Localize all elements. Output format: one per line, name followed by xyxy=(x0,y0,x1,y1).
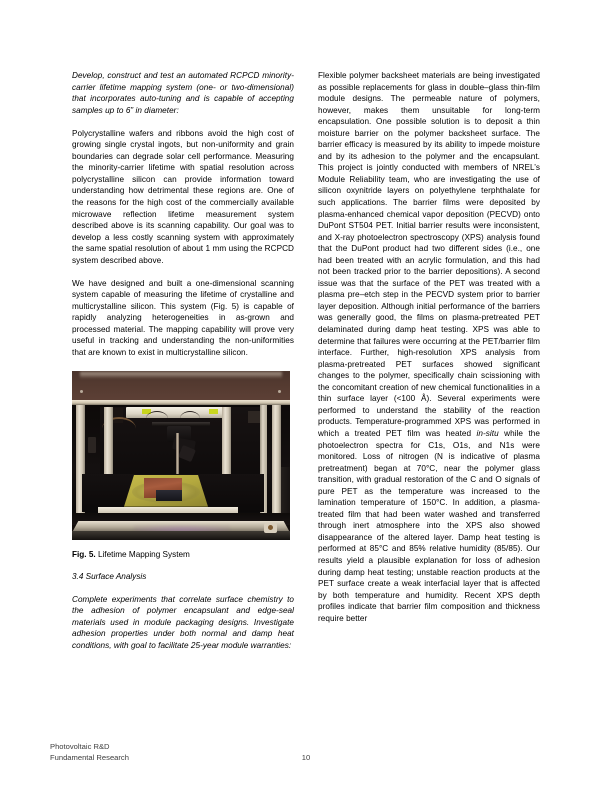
footer-line-1: Photovoltaic R&D xyxy=(50,742,110,751)
paragraph-backsheet-part-2: while the photoelectron spectra for C1s, O1s, and N1s were monitored. Loss of nitrogen (N is indicative of plasma pretreatment) began at 70°C, near the polymer glass transition, with gradual restoration of the C and O signals of pure PET as the temperature was increased to the lamination temperature of 150°C. In addition, a plasma-treated film that had been water washed and transferred through inert atmosphere into the XPS also showed disappearance of the altered layer. Damp heat testing is performed at 85°C and 85% relative humidity (85/85). Our results yield a plausible explanation for loss of adhesion during damp heat testing; unstable reaction products at the PET surface create a weak interfacial layer that is affected by both temperature and humidity. Recent XPS depth profiles indicate that barrier film composition and thickness require better xyxy=(318,428,540,623)
in-situ-italic: in-situ xyxy=(476,428,499,438)
paragraph-scanning-system: We have designed and built a one-dimensional scanning system capable of measuring the lifetime of crystalline and multicrystalline silicon. This system (Fig. 5) is capable of rapidly analyzing heterogeneities in as-grown and processed material. The mapping capability will prove very useful in tracking and understanding the non-uniformities that are known to exist in multicrystalline silicon. xyxy=(72,278,294,358)
figure-5-caption-label: Fig. 5. xyxy=(72,549,96,559)
photo-probe-shaft xyxy=(176,433,179,479)
paragraph-backsheet-part-1: Flexible polymer backsheet materials are being investigated as possible replacements for glass in double–glass thin-film module designs. The permeable nature of polymers, however, makes them unsuitable for long-term encapsulation. One possible solution is to deposit a thin moisture barrier on the polymer backsheet surface. The barrier efficacy is measured by its ability to impede moisture and by its adhesion to the polymer and the encapsulant. This project is jointly conducted with members of NREL’s Module Reliability team, who are investigating the use of silicon oxynitride layers on polyethylene terphthalate for such applications. The barrier films were deposited by plasma-enhanced chemical vapor deposition (PECVD) onto DuPont ST504 PET. Initial barrier results were inconsistent, and X-ray photoelectron spectroscopy (XPS) analysis found that the DuPont product had two different sides (i.e., one had been treated with an acrylic formulation, and this had not been tracked prior to the barrier depositions). A second issue was that the surface of the PET was treated with a plasma pre–etch step in the PECVD system prior to barrier layer deposition. Although initial performance of the barriers was generally good, the films on plasma-pretreated PET delaminated during damp heat testing. XPS was able to determine that failures were occurring at the PET/barrier film interface. Further, high-resolution XPS analysis from plasma-pretreated PET surfaces showed significant changes to the polymer, specifically chain scissioning with the concomitant creation of new chemical functionalities in a thin surface layer (<100 Å). Several experiments were performed to understand the stability of the reaction products. Temperature-programmed XPS was performed in which a treated PET film was heated xyxy=(318,71,540,438)
photo-control-knob-dot xyxy=(268,525,273,530)
photo-upper-right-box xyxy=(248,411,260,423)
paragraph-polycrystalline-wafers: Polycrystalline wafers and ribbons avoid the high cost of growing single crystal ingots, but non-uniformity and grain boundaries can degrade solar cell performance. Measuring the minority-carrier lifetime with spatial resolution across polycrystalline silicon can provide information toward understanding how detrimental these regions are. One of the reasons for the high cost of the commercially available microwave reflection lifetime measurement system described above is its scanning capability. Our goal was to develop a less costly scanning system with approximately the same spatial resolution of about 1 mm using the RCPCD system described above. xyxy=(72,128,294,265)
photo-indicator-led-right xyxy=(209,409,218,414)
two-column-body xyxy=(72,70,540,715)
left-column xyxy=(72,70,294,651)
objective-statement-rcpcd: Develop, construct and test an automated RCPCD minority-carrier lifetime mapping system (one- or two-dimensional) that incorporates auto-tuning and is capable of accepting samples up to 6” in diameter: xyxy=(72,71,294,115)
photo-crossbar xyxy=(152,422,210,426)
section-heading-3-4: 3.4 Surface Analysis xyxy=(72,572,147,582)
photo-screw-right xyxy=(278,390,281,393)
photo-frame-rail-outer-right xyxy=(272,405,281,527)
right-column xyxy=(318,70,540,624)
figure-5-caption xyxy=(72,549,294,561)
photo-bottom-edge xyxy=(72,531,290,540)
page-footer xyxy=(50,742,562,772)
photo-screw-left xyxy=(80,390,83,393)
page-number: 10 xyxy=(301,753,311,762)
paragraph-backsheet-barrier xyxy=(318,70,540,624)
photo-top-highlight xyxy=(80,372,282,378)
objective-statement-surface-analysis: Complete experiments that correlate surface chemistry to the adhesion of polymer encapsulant and edge-seal materials used in module packaging designs. Investigate adhesion properties under both normal and damp heat conditions, with goal to facilitate 25-year module warranties: xyxy=(72,594,294,650)
lifetime-mapping-system-photo xyxy=(72,371,290,540)
figure-5 xyxy=(72,371,294,561)
photo-left-bracket xyxy=(88,437,96,453)
photo-sample-chip xyxy=(156,490,182,501)
footer-line-2: Fundamental Research xyxy=(50,752,129,762)
figure-5-caption-text: Lifetime Mapping System xyxy=(97,549,190,559)
